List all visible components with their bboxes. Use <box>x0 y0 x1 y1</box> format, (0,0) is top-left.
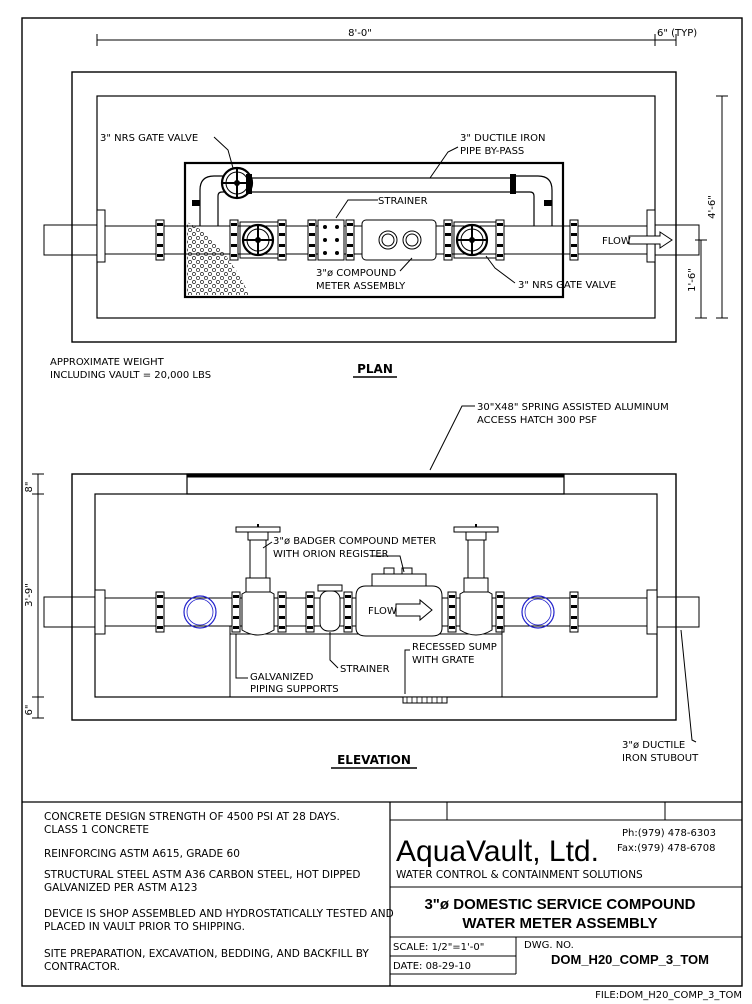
company-name: AquaVault, Ltd. <box>396 835 599 868</box>
note-4-line-1: DEVICE IS SHOP ASSEMBLED AND HYDROSTATICALLY TESTED AND <box>44 908 394 920</box>
note-1-line-2: CLASS 1 CONCRETE <box>44 824 150 836</box>
plan-label-flow: FLOW <box>602 236 631 247</box>
drawing-title-1: 3"ø DOMESTIC SERVICE COMPOUND <box>424 896 696 913</box>
drawing-title-2: WATER METER ASSEMBLY <box>462 915 658 932</box>
title-block <box>390 802 742 974</box>
elev-label-supports-2: PIPING SUPPORTS <box>250 684 339 695</box>
elevation-title: ELEVATION <box>337 753 411 767</box>
elev-label-stubout-1: 3"ø DUCTILE <box>622 740 686 751</box>
elev-label-strainer: STRAINER <box>340 664 390 675</box>
dim-plan-height: 4'-6" <box>707 195 718 219</box>
plan-view <box>44 28 728 381</box>
file-name: FILE:DOM_H20_COMP_3_TOM <box>595 990 742 1001</box>
general-notes <box>44 811 394 973</box>
dim-overall: 8'-0" <box>348 28 372 39</box>
elev-label-hatch-1: 30"X48" SPRING ASSISTED ALUMINUM <box>477 402 669 413</box>
elev-label-sump-1: RECESSED SUMP <box>412 642 497 653</box>
company-phone: Ph:(979) 478-6303 <box>622 828 716 839</box>
elev-label-meter-1: 3"ø BADGER COMPOUND METER <box>273 536 437 547</box>
dim-elev-bottom: 6" <box>24 704 35 716</box>
plan-label-bypass-1: 3" DUCTILE IRON <box>460 133 546 144</box>
elev-label-sump-2: WITH GRATE <box>412 655 475 666</box>
dim-elev-top: 8" <box>24 481 35 493</box>
weight-note-2: INCLUDING VAULT = 20,000 LBS <box>50 370 212 381</box>
note-3-line-1: STRUCTURAL STEEL ASTM A36 CARBON STEEL, HOT DIPPED <box>44 869 361 881</box>
dwg-number: DOM_H20_COMP_3_TOM <box>551 952 709 967</box>
plan-label-meter-1: 3"ø COMPOUND <box>316 268 397 279</box>
note-4-line-2: PLACED IN VAULT PRIOR TO SHIPPING. <box>44 921 246 933</box>
note-1-line-1: CONCRETE DESIGN STRENGTH OF 4500 PSI AT 28 DAYS. <box>44 811 340 823</box>
dim-plan-offset: 1'-6" <box>687 268 698 292</box>
note-3-line-2: GALVANIZED PER ASTM A123 <box>44 882 198 894</box>
dwg-no-label: DWG. NO. <box>524 940 574 951</box>
plan-label-strainer: STRAINER <box>378 196 428 207</box>
note-5-line-1: SITE PREPARATION, EXCAVATION, BEDDING, AND BACKFILL BY <box>44 948 369 960</box>
elev-label-supports-1: GALVANIZED <box>250 672 314 683</box>
note-2-line-1: REINFORCING ASTM A615, GRADE 60 <box>44 848 240 860</box>
plan-label-gate-valve-right: 3" NRS GATE VALVE <box>518 280 617 291</box>
note-5-line-2: CONTRACTOR. <box>44 961 121 973</box>
elev-label-meter-2: WITH ORION REGISTER <box>273 549 389 560</box>
elev-label-hatch-2: ACCESS HATCH 300 PSF <box>477 415 598 426</box>
drawing-date: DATE: 08-29-10 <box>393 961 471 972</box>
dim-wall-typ: 6" (TYP) <box>657 28 698 39</box>
dim-elev-mid: 3'-9" <box>24 583 35 607</box>
plan-vault-outer <box>72 72 676 342</box>
elev-label-stubout-2: IRON STUBOUT <box>622 753 699 764</box>
elev-label-flow: FLOW <box>368 606 397 617</box>
elevation-view <box>24 402 699 768</box>
company-tagline: WATER CONTROL & CONTAINMENT SOLUTIONS <box>396 869 643 881</box>
plan-label-bypass-2: PIPE BY-PASS <box>460 146 525 157</box>
plan-label-meter-2: METER ASSEMBLY <box>316 281 406 292</box>
plan-label-gate-valve-left: 3" NRS GATE VALVE <box>100 133 199 144</box>
weight-note-1: APPROXIMATE WEIGHT <box>50 357 164 368</box>
drawing-scale: SCALE: 1/2"=1'-0" <box>393 942 485 953</box>
plan-title: PLAN <box>357 362 393 376</box>
company-fax: Fax:(979) 478-6708 <box>617 843 716 854</box>
